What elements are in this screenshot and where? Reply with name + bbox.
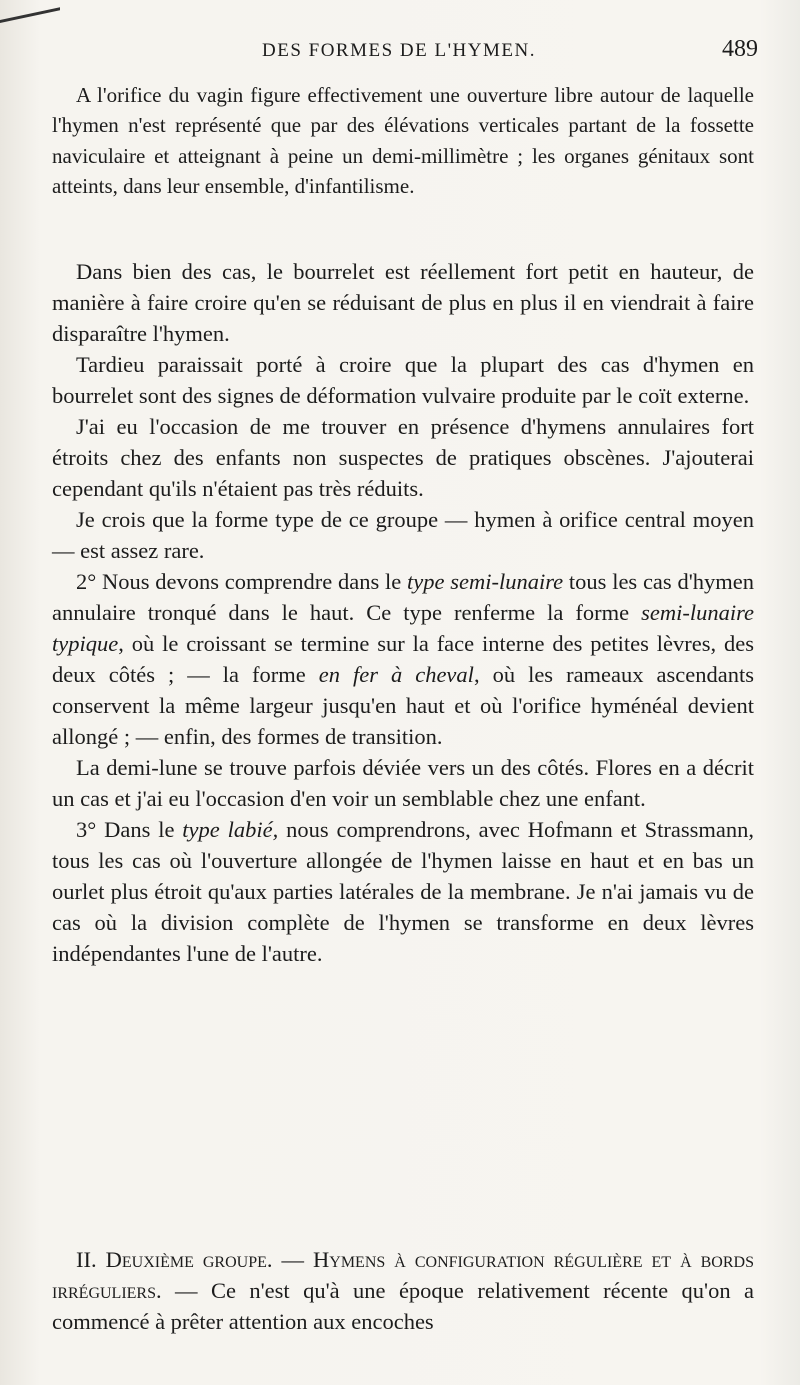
text-run: — Ce n'est qu'à une époque relativement récente qu'on a commencé à prêter attention aux encoches xyxy=(52,1278,754,1334)
corner-mark xyxy=(0,0,60,23)
italic-term: en fer à cheval xyxy=(318,662,474,687)
paragraph-semi-lunar xyxy=(52,566,754,752)
body-text-section xyxy=(52,1244,754,1337)
body-text-main xyxy=(52,256,754,969)
italic-term: semi-lunaire typique xyxy=(52,600,754,656)
page-number: 489 xyxy=(722,36,758,62)
text-run: 3° Dans le xyxy=(76,817,183,842)
paragraph: La demi-lune se trouve parfois déviée vers un des côtés. Flores en a décrit un cas et j'ai eu l'occasion d'en voir un semblable chez une enfant. xyxy=(52,755,754,811)
body-text-top xyxy=(52,80,754,202)
text-run: nous comprendrons, avec Hofmann et Strassmann, tous les cas où l'ouverture allongée de l'hymen laisse en haut et en bas un ourlet plus étroit qu'aux parties latérales de la membrane. Je n'ai jamais vu de cas où la division complète de l'hymen se transforme en deux lèvres indépendantes l'une de l'autre. xyxy=(52,817,755,966)
paragraph-labial xyxy=(52,814,754,969)
italic-term: type semi-lunaire xyxy=(407,569,564,594)
paragraph: J'ai eu l'occasion de me trouver en présence d'hymens annulaires fort étroits chez des enfants non suspectes de pratiques obscènes. J'ajouterai cependant qu'ils n'étaient pas très réduits. xyxy=(52,414,754,501)
text-run: tous les cas d'hymen annulaire tronqué dans le haut. Ce type renferme la forme xyxy=(52,569,754,625)
paragraph: Je crois que la forme type de ce groupe — hymen à orifice central moyen — est assez rare. xyxy=(52,507,754,563)
paragraph: Dans bien des cas, le bourrelet est réellement fort petit en hauteur, de manière à faire croire qu'en se réduisant de plus en plus il en viendrait à faire disparaître l'hymen. xyxy=(52,259,754,346)
paragraph: A l'orifice du vagin figure effectivement une ouverture libre autour de laquelle l'hymen n'est représenté que par des élévations verticales partant de la fossette naviculaire et atteignant à peine un demi-millimètre ; les organes génitaux sont atteints, dans leur ensemble, d'infantilisme. xyxy=(52,83,754,199)
paragraph: Tardieu paraissait porté à croire que la plupart des cas d'hymen en bourrelet sont des signes de déformation vulvaire produite par le coït externe. xyxy=(52,352,754,408)
section-heading: II. Deuxième groupe. — Hymens à configuration régulière et à bords irréguliers. xyxy=(52,1247,754,1303)
text-run: , où le croissant se termine sur la face interne des petites lèvres, des deux côtés ; — la forme xyxy=(52,631,754,687)
running-title: DES FORMES DE L'HYMEN. xyxy=(262,40,536,61)
section-heading-paragraph xyxy=(52,1244,754,1337)
page-header xyxy=(262,36,758,70)
italic-term: type labié, xyxy=(182,817,279,842)
text-run: 2° Nous devons comprendre dans le xyxy=(76,569,408,594)
text-run: , où les rameaux ascendants conservent la même largeur jusqu'en haut et où l'orifice hyménéal devient allongé ; — enfin, des formes de transition. xyxy=(52,662,754,749)
